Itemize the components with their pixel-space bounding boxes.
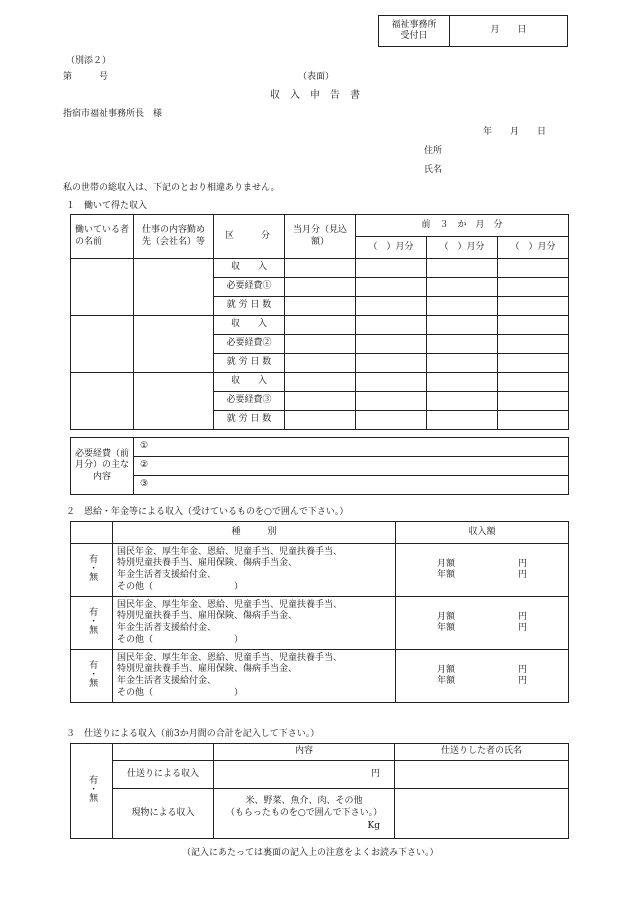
entry-cell[interactable] bbox=[427, 316, 498, 335]
addressee: 指宿市福祉事務所長 様 bbox=[63, 109, 163, 119]
worker-name-cell-2[interactable] bbox=[71, 316, 134, 373]
reception-box bbox=[378, 15, 568, 47]
pension-types[interactable]: 国民年金、厚生年金、恩給、児童手当、児童扶養手当、 特別児童扶養手当、雇用保険、傷病手当金、 年金生活者支援給付金、 その他（ ） bbox=[113, 597, 396, 650]
expense-item-3[interactable]: ③ bbox=[134, 476, 569, 495]
entry-cell[interactable] bbox=[427, 411, 498, 430]
flag-yes-no[interactable]: 有・無 bbox=[71, 544, 113, 597]
entry-cell[interactable] bbox=[498, 354, 569, 373]
date-line[interactable]: 年 月 日 bbox=[483, 127, 547, 137]
entry-cell[interactable] bbox=[427, 392, 498, 411]
job-cell-1[interactable] bbox=[134, 259, 214, 316]
entry-cell[interactable] bbox=[285, 259, 356, 278]
expense-details-table bbox=[70, 437, 569, 495]
entry-cell[interactable] bbox=[285, 411, 356, 430]
entry-cell[interactable] bbox=[427, 354, 498, 373]
section1-heading: １ 働いて得た収入 bbox=[66, 201, 148, 211]
col-sender: 仕送りした者の氏名 bbox=[395, 744, 569, 761]
entry-cell[interactable] bbox=[498, 411, 569, 430]
flag-yes-no[interactable]: 有・無 bbox=[71, 744, 113, 839]
entry-cell[interactable] bbox=[427, 278, 498, 297]
entry-cell[interactable] bbox=[498, 278, 569, 297]
pension-blank-header bbox=[71, 522, 113, 544]
entry-cell[interactable] bbox=[285, 354, 356, 373]
entry-cell[interactable] bbox=[356, 373, 427, 392]
category-label: 必要経費③ bbox=[214, 392, 285, 411]
pension-types[interactable]: 国民年金、厚生年金、恩給、児童手当、児童扶養手当、 特別児童扶養手当、雇用保険、傷病手当金、 年金生活者支援給付金、 その他（ ） bbox=[113, 544, 396, 597]
entry-cell[interactable] bbox=[427, 259, 498, 278]
col-worker-name: 働いている者の名前 bbox=[71, 215, 134, 259]
entry-cell[interactable] bbox=[427, 373, 498, 392]
month-col-3: （ ）月分 bbox=[498, 237, 569, 259]
month-col-1: （ ）月分 bbox=[356, 237, 427, 259]
remittance-label: 仕送りによる収入 bbox=[113, 761, 214, 789]
pension-types[interactable]: 国民年金、厚生年金、恩給、児童手当、児童扶養手当、 特別児童扶養手当、雇用保険、傷病手当金、 年金生活者支援給付金、 その他（ ） bbox=[113, 650, 396, 703]
in-kind-content[interactable]: 米、野菜、魚介、肉、その他 （もらったものを○で囲んで下さい。） Kg bbox=[214, 789, 395, 839]
entry-cell[interactable] bbox=[427, 297, 498, 316]
category-label: 収 入 bbox=[214, 316, 285, 335]
entry-cell[interactable] bbox=[356, 316, 427, 335]
col-content: 内容 bbox=[214, 744, 395, 761]
col-amount: 収入額 bbox=[396, 522, 569, 544]
entry-cell[interactable] bbox=[356, 297, 427, 316]
job-cell-3[interactable] bbox=[134, 373, 214, 430]
col-type: 種 別 bbox=[113, 522, 396, 544]
remittance-sender-2[interactable] bbox=[395, 789, 569, 839]
attachment-label: （別添２） bbox=[66, 56, 112, 66]
entry-cell[interactable] bbox=[498, 392, 569, 411]
entry-cell[interactable] bbox=[427, 335, 498, 354]
remittance-blank-header bbox=[113, 744, 214, 761]
remittance-table bbox=[70, 743, 569, 839]
entry-cell[interactable] bbox=[285, 278, 356, 297]
col-current-month: 当月分（見込額） bbox=[285, 215, 356, 259]
entry-cell[interactable] bbox=[356, 392, 427, 411]
remittance-amount[interactable]: 円 bbox=[214, 761, 395, 789]
category-label: 必要経費② bbox=[214, 335, 285, 354]
entry-cell[interactable] bbox=[356, 411, 427, 430]
pension-table bbox=[70, 521, 569, 703]
reception-label: 福祉事務所 受付日 bbox=[379, 16, 450, 47]
flag-yes-no[interactable]: 有・無 bbox=[71, 650, 113, 703]
remittance-sender-1[interactable] bbox=[395, 761, 569, 789]
entry-cell[interactable] bbox=[356, 259, 427, 278]
entry-cell[interactable] bbox=[285, 335, 356, 354]
category-label: 就 労 日 数 bbox=[214, 411, 285, 430]
pension-amount[interactable]: 月額 円 年額 円 bbox=[396, 544, 569, 597]
expense-label: 必要経費（前月分）の主な内容 bbox=[71, 438, 134, 495]
entry-cell[interactable] bbox=[356, 278, 427, 297]
category-label: 収 入 bbox=[214, 373, 285, 392]
section2-heading: ２ 恩給・年金等による収入（受けているものを○で囲んで下さい。） bbox=[66, 507, 349, 517]
worker-name-cell-1[interactable] bbox=[71, 259, 134, 316]
col-category: 区 分 bbox=[214, 215, 285, 259]
entry-cell[interactable] bbox=[285, 392, 356, 411]
category-label: 就 労 日 数 bbox=[214, 354, 285, 373]
entry-cell[interactable] bbox=[285, 373, 356, 392]
entry-cell[interactable] bbox=[498, 335, 569, 354]
entry-cell[interactable] bbox=[498, 316, 569, 335]
page-title: 収 入 申 告 書 bbox=[270, 90, 360, 101]
address-label: 住所 bbox=[424, 146, 443, 156]
earned-income-table bbox=[70, 214, 569, 430]
expense-item-2[interactable]: ② bbox=[134, 457, 569, 476]
entry-cell[interactable] bbox=[356, 354, 427, 373]
category-label: 収 入 bbox=[214, 259, 285, 278]
section3-heading: ３ 仕送りによる収入（前3か月間の合計を記入して下さい。） bbox=[66, 729, 320, 739]
entry-cell[interactable] bbox=[498, 297, 569, 316]
col-job-content: 仕事の内容勤め先（会社名）等 bbox=[134, 215, 214, 259]
form-number: 第 号 bbox=[63, 72, 109, 82]
in-kind-label: 現物による収入 bbox=[113, 789, 214, 839]
footer-note: （記入にあたっては裏面の記入上の注意をよくお読み下さい。） bbox=[182, 848, 439, 858]
pension-amount[interactable]: 月額 円 年額 円 bbox=[396, 650, 569, 703]
entry-cell[interactable] bbox=[356, 335, 427, 354]
entry-cell[interactable] bbox=[498, 373, 569, 392]
job-cell-2[interactable] bbox=[134, 316, 214, 373]
name-label: 氏名 bbox=[424, 165, 443, 175]
category-label: 必要経費① bbox=[214, 278, 285, 297]
expense-item-1[interactable]: ① bbox=[134, 438, 569, 457]
col-prev-three-months: 前 ３ か 月 分 bbox=[356, 215, 569, 237]
worker-name-cell-3[interactable] bbox=[71, 373, 134, 430]
reception-date[interactable]: 月 日 bbox=[450, 16, 568, 47]
month-col-2: （ ）月分 bbox=[427, 237, 498, 259]
entry-cell[interactable] bbox=[285, 297, 356, 316]
entry-cell[interactable] bbox=[498, 259, 569, 278]
side-label: （表面） bbox=[298, 72, 335, 82]
pension-amount[interactable]: 月額 円 年額 円 bbox=[396, 597, 569, 650]
flag-yes-no[interactable]: 有・無 bbox=[71, 597, 113, 650]
declaration-text: 私の世帯の総収入は、下記のとおり相違ありません。 bbox=[63, 183, 280, 193]
entry-cell[interactable] bbox=[285, 316, 356, 335]
category-label: 就 労 日 数 bbox=[214, 297, 285, 316]
